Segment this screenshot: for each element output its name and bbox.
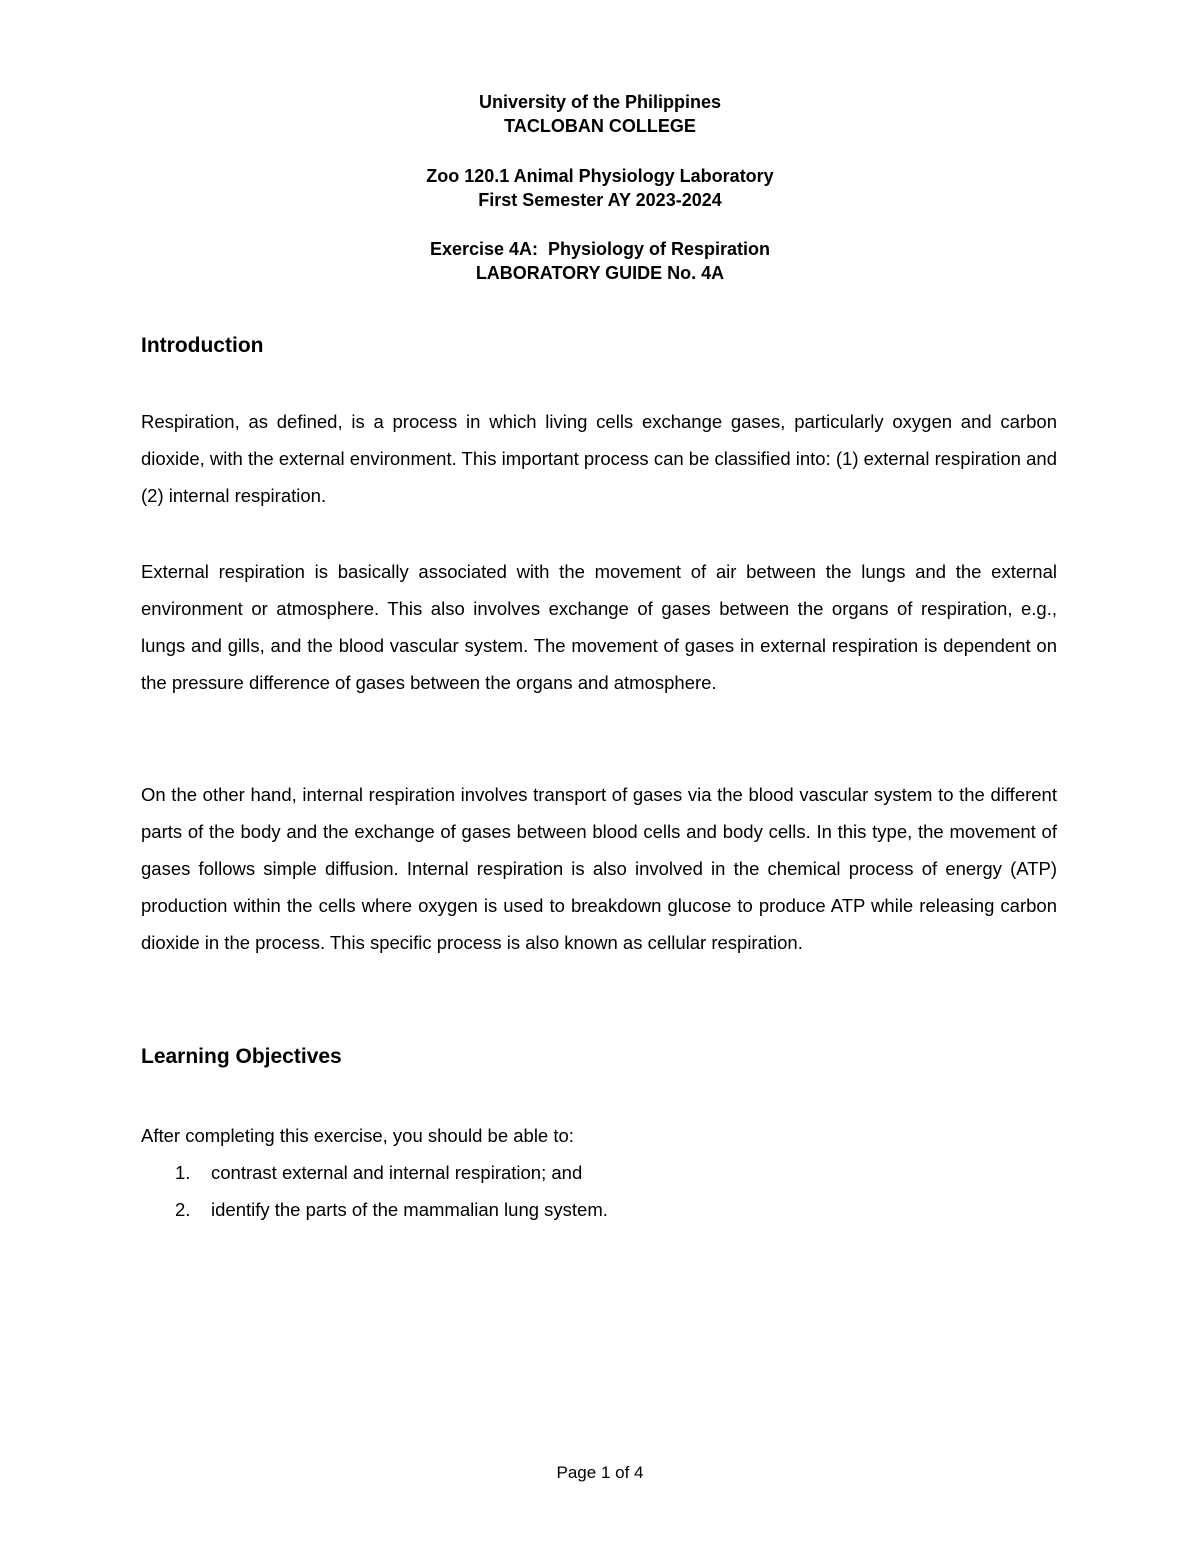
list-item-number: 2. <box>175 1199 191 1220</box>
list-item-text: contrast external and internal respiration; and <box>211 1162 583 1183</box>
objectives-list <box>141 1154 608 1228</box>
header-institution <box>0 90 1200 138</box>
college-name: TACLOBAN COLLEGE <box>504 116 696 136</box>
intro-paragraph-3: On the other hand, internal respiration involves transport of gases via the blood vascular system to the different parts of the body and the exchange of gases between blood cells and body cells. In this type, the movement of gases follows simple diffusion. Internal respiration is also involved in the chemical process of energy (ATP) production within the cells where oxygen is used to breakdown glucose to produce ATP while releasing carbon dioxide in the process. This specific process is also known as cellular respiration. <box>141 784 1057 953</box>
header-exercise <box>0 237 1200 285</box>
course-title: Zoo 120.1 Animal Physiology Laboratory <box>426 166 774 186</box>
university-name: University of the Philippines <box>478 92 722 112</box>
list-item <box>141 1191 608 1228</box>
list-item-number: 1. <box>175 1162 191 1183</box>
introduction-heading: Introduction <box>141 334 264 357</box>
list-item-text: identify the parts of the mammalian lung system. <box>211 1199 608 1220</box>
semester-label: First Semester AY 2023-2024 <box>478 190 722 210</box>
list-item <box>141 1154 608 1191</box>
intro-paragraph-2: External respiration is basically associated with the movement of air between the lungs and the external environment or atmosphere. This also involves exchange of gases between the organs of respiration, e.g., lungs and gills, and the blood vascular system. The movement of gases in external respiration is dependent on the pressure difference of gases between the organs and atmosphere. <box>141 561 1057 693</box>
page-number-footer: Page 1 of 4 <box>556 1463 644 1482</box>
exercise-title: Exercise 4A: Physiology of Respiration <box>429 239 771 259</box>
learning-objectives-heading: Learning Objectives <box>141 1045 342 1068</box>
intro-paragraph-1: Respiration, as defined, is a process in which living cells exchange gases, particularly oxygen and carbon dioxide, with the external environment. This important process can be classified into: (1) external respiration and (2) internal respiration. <box>141 411 1057 506</box>
header-course <box>0 164 1200 212</box>
objectives-lead-text: After completing this exercise, you should be able to: <box>141 1125 574 1146</box>
guide-label: LABORATORY GUIDE No. 4A <box>475 263 725 283</box>
